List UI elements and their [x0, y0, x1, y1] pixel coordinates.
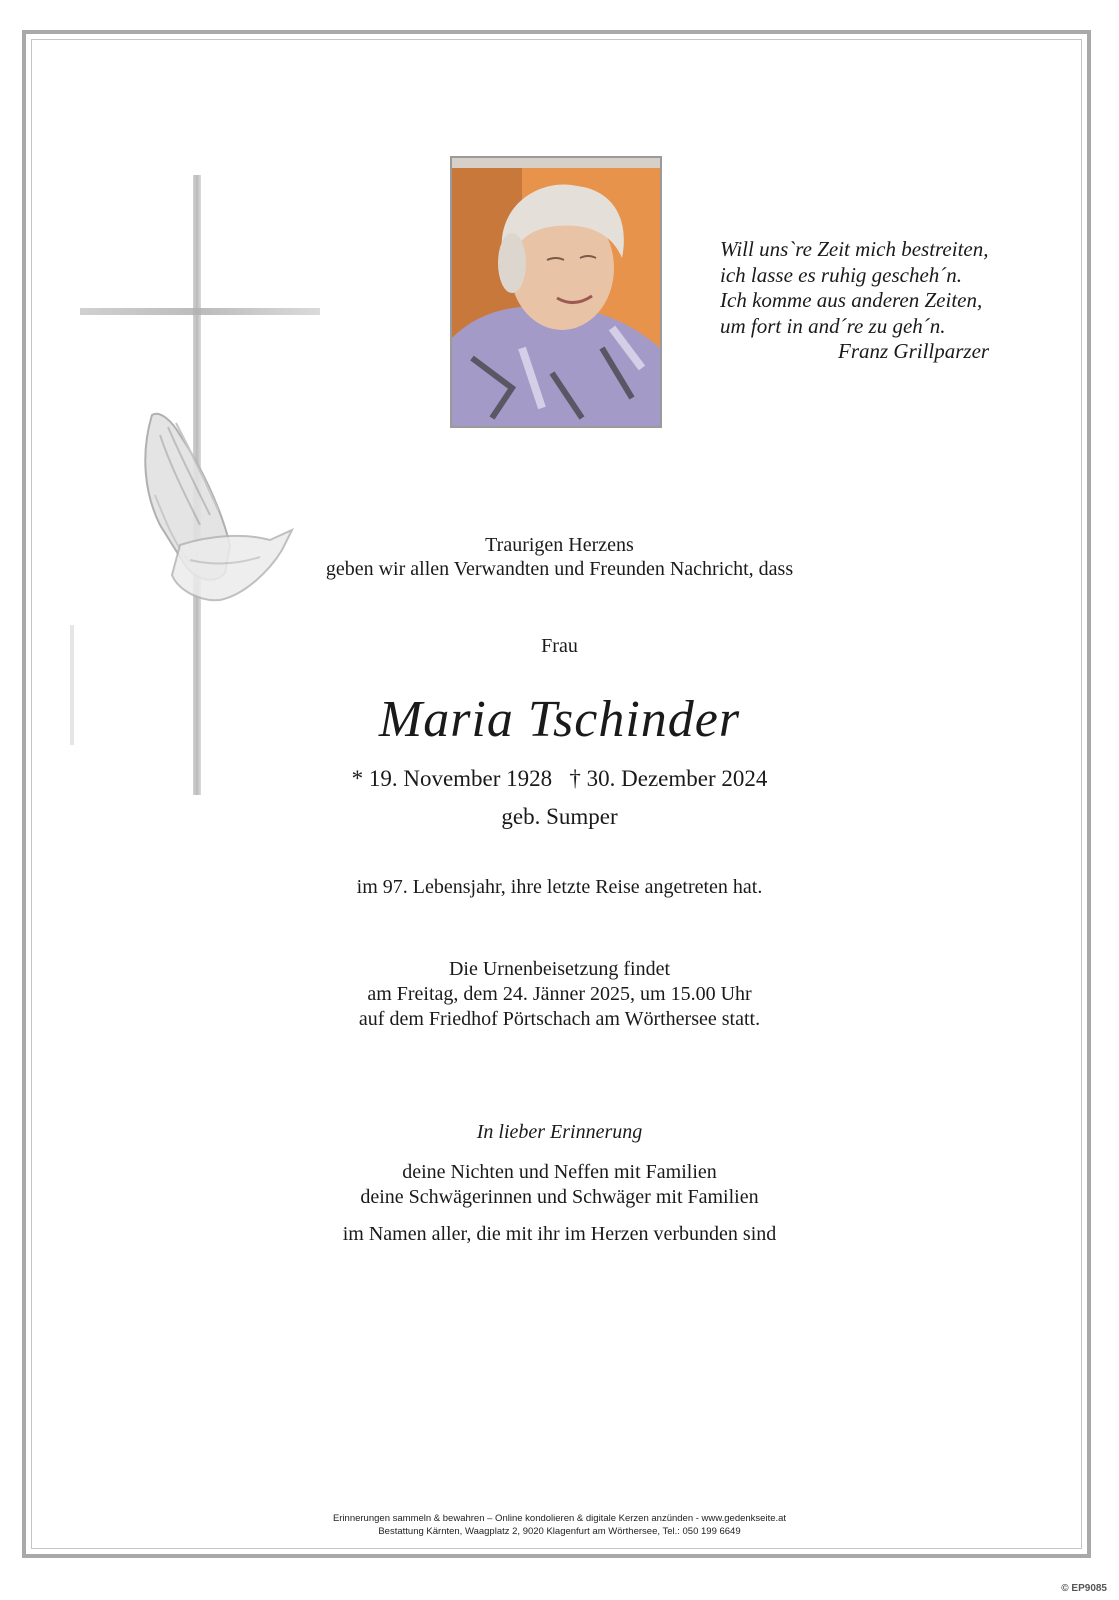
- poem-block: [720, 237, 1040, 365]
- poem-line: ich lasse es ruhig gescheh´n.: [720, 262, 963, 287]
- intro-line-2: geben wir allen Verwandten und Freunden Nachricht, dass: [325, 558, 794, 580]
- poem-line: um fort in and´re zu geh´n.: [720, 313, 946, 338]
- age-text: im 97. Lebensjahr, ihre letzte Reise angetreten hat.: [356, 876, 763, 898]
- maiden-name: geb. Sumper: [501, 804, 618, 829]
- mourners-line-3: im Namen aller, die mit ihr im Herzen verbunden sind: [342, 1223, 777, 1245]
- intro-line-1: Traurigen Herzens: [485, 534, 634, 556]
- mourners-line-2: deine Schwägerinnen und Schwäger mit Familien: [360, 1186, 759, 1208]
- footer: [0, 1512, 1119, 1538]
- salutation: Frau: [541, 635, 578, 657]
- poem-line: Will uns`re Zeit mich bestreiten,: [720, 237, 989, 261]
- mourners-line-1: deine Nichten und Neffen mit Familien: [402, 1161, 717, 1183]
- copyright-code: © EP9085: [1061, 1583, 1107, 1594]
- footer-line-1: Erinnerungen sammeln & bewahren – Online kondolieren & digitale Kerzen anzünden - www.gedenkseite.at: [332, 1513, 787, 1524]
- portrait-photo: [450, 156, 662, 428]
- poem-line: Ich komme aus anderen Zeiten,: [720, 288, 983, 312]
- deceased-name: Maria Tschinder: [378, 691, 741, 748]
- funeral-line-3: auf dem Friedhof Pörtschach am Wörthersee statt.: [358, 1008, 761, 1030]
- life-dates: * 19. November 1928 † 30. Dezember 2024: [351, 766, 768, 791]
- poem-author: Franz Grillparzer: [838, 339, 990, 363]
- funeral-line-1: Die Urnenbeisetzung findet: [448, 958, 671, 980]
- footer-line-2: Bestattung Kärnten, Waagplatz 2, 9020 Klagenfurt am Wörthersee, Tel.: 050 199 6649: [378, 1526, 741, 1537]
- funeral-line-2: am Freitag, dem 24. Jänner 2025, um 15.00 Uhr: [367, 983, 752, 1005]
- mourners-heading: In lieber Erinnerung: [476, 1121, 643, 1143]
